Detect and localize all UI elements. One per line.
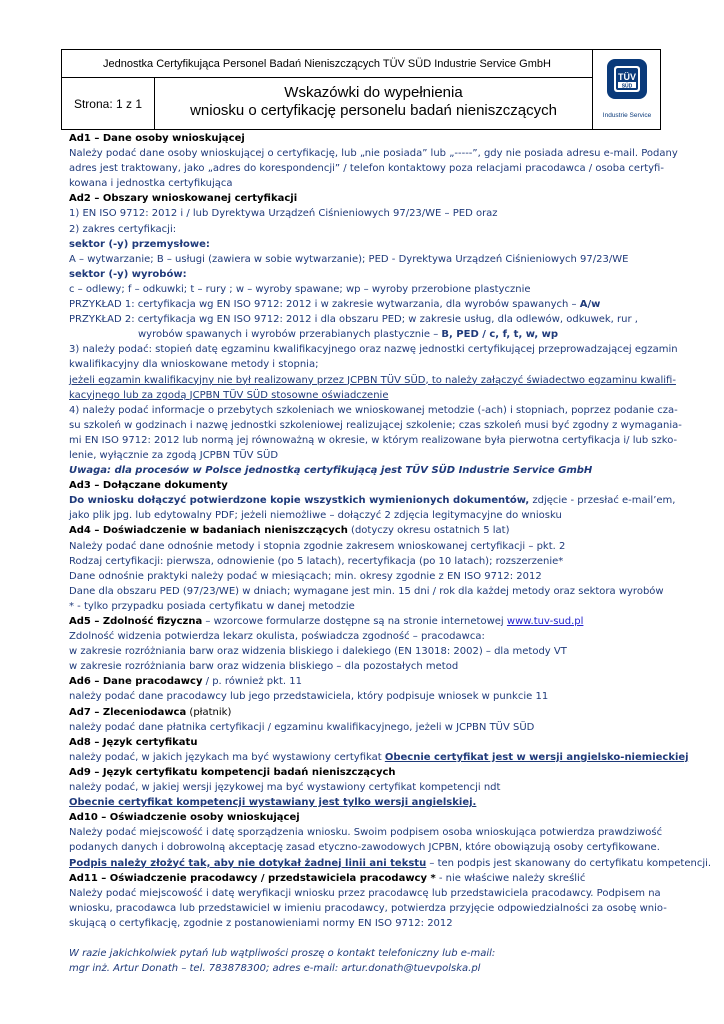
ad4-line-2: Rodzaj certyfikacji: pierwsza, odnowienie (po 5 latach), recertyfikacja (po 10 latach); rozszerzenie* <box>69 555 564 567</box>
ad11-line-2: wniosku, pracodawca lub przedstawiciel w imieniu pracodawcy, potwierdza przyjęcie odpowiedzialności za osobę wnio- <box>69 902 667 914</box>
ad2-example-1 <box>69 297 669 312</box>
section-title-ad3: Ad3 – Dołączane dokumenty <box>69 480 228 492</box>
ad2-point3-underlined-1: jeżeli egzamin kwalifikacyjny nie był realizowany przez JCPBN TÜV SÜD, to należy załączyć świadectwo egzaminu kwalifi- <box>69 374 676 386</box>
ad5-line-3: w zakresie rozróżniania barw oraz widzenia bliskiego – dla pozostałych metod <box>69 661 459 673</box>
ad2-example-2-cont-text: wyrobów spawanych i wyrobów przerabianych plastycznie – <box>138 329 439 341</box>
section-title-ad10: Ad10 – Oświadczenie osoby wnioskującej <box>69 812 300 824</box>
ad6-title-bold: Ad6 – Dane pracodawcy <box>69 676 203 688</box>
ad8-line-1-text: należy podać, w jakich językach ma być wystawiony certyfikat <box>69 751 385 763</box>
section-title-ad9: Ad9 – Język certyfikatu kompetencji badań nieniszczących <box>69 766 396 778</box>
ad7-title-bold: Ad7 – Zleceniodawca <box>69 706 187 718</box>
website-link[interactable]: www.tuv-sud.pl <box>506 616 584 627</box>
ad2-sector-products: sektor (-y) wyrobów: <box>69 268 187 280</box>
ad2-point4-line-1: 4) należy podać informacje o przebytych szkoleniach we wnioskowanej metodzie (-ach) i stopniach, poprzez podanie cza- <box>69 404 678 416</box>
ad4-line-3: Dane odnośnie praktyki należy podać w miesiącach; min. okresy zgodnie z EN ISO 9712: 2012 <box>69 570 542 582</box>
ad2-line-4: A – wytwarzanie; B – usługi (zawiera w sobie wytwarzanie); PED - Dyrektywa Urządzeń Ciśnieniowych 97/23/WE <box>69 253 629 265</box>
ad5-title-bold: Ad5 – Zdolność fizyczna <box>69 616 203 627</box>
section-title-ad1: Ad1 – Dane osoby wnioskującej <box>69 133 245 144</box>
ad7-line-1: należy podać dane płatnika certyfikacji / egzaminu kwalifikacyjnego, jeżeli w JCPBN TÜV SÜD <box>69 721 535 733</box>
ad3-line-1 <box>69 493 676 508</box>
ad8-line-1 <box>69 750 689 765</box>
instructions-body <box>69 131 712 976</box>
tuv-badge-icon <box>607 59 647 99</box>
ad9-line-1: należy podać, w jakiej wersji językowej ma być wystawiony certyfikat kompetencji ndt <box>69 782 501 794</box>
ad2-point3-underlined-2: kacyjnego lub za zgodą JCPBN TÜV SÜD stosowne oświadczenie <box>69 389 389 401</box>
contact-line-1: W razie jakichkolwiek pytań lub wątpliwości proszę o kontakt telefoniczny lub e-mail: <box>69 947 496 959</box>
title-line-2: wniosku o certyfikację personelu badań nieniszczących <box>190 102 557 119</box>
ad6-line-1: należy podać dane pracodawcy lub jego przedstawiciela, który podpisuje wniosek w punkcie 11 <box>69 691 549 703</box>
logo-text-sud: SÜD <box>621 83 633 90</box>
ad4-title-note: (dotyczy okresu ostatnich 5 lat) <box>347 525 510 537</box>
contact-line-2: mgr inż. Artur Donath – tel. 783878300; adres e-mail: artur.donath@tuevpolska.pl <box>69 963 481 975</box>
ad3-line-1-text: zdjęcie - przesłać e-mail’em, <box>529 495 676 507</box>
ad4-line-4: Dane dla obszaru PED (97/23/WE) w dniach; wymagane jest min. 15 dni / rok dla każdej metody oraz sektora wyrobów <box>69 585 664 597</box>
ad5-line-1: Zdolność widzenia potwierdza lekarz okulista, poświadcza zgodność – pracodawca: <box>69 631 485 643</box>
ad2-sector-industrial: sektor (-y) przemysłowe: <box>69 238 210 250</box>
title-line-1: Wskazówki do wypełnienia <box>284 84 463 101</box>
ad10-line-3 <box>69 856 712 871</box>
ad11-title-bold: Ad11 – Oświadczenie pracodawcy / przedstawiciela pracodawcy * <box>69 872 436 884</box>
ad1-line-1: Należy podać dane osoby wnioskującej o certyfikację, lub „nie posiada” lub „-----”, gdy nie posiada adresu e-mail. Podany <box>69 148 678 160</box>
ad10-line-2: podanych danych i dobrowolną akceptację zasad etyczno-zawodowych JCPBN, które obowiązują osoby certyfikowane. <box>69 842 660 854</box>
ad11-line-3: skującą o certyfikację, zgodnie z postanowieniami normy EN ISO 9712: 2012 <box>69 917 453 929</box>
document-header <box>61 49 661 130</box>
ad10-line-3-bold: Podpis należy złożyć tak, aby nie dotykał żadnej linii ani tekstu <box>69 857 427 869</box>
ad2-point4-line-3: mi EN ISO 9712: 2012 lub normą jej równoważną w okresie, w którym realizowane była pierwotna certyfikacja i/ lub szko- <box>69 434 678 446</box>
ad5-line-2: w zakresie rozróżniania barw oraz widzenia bliskiego i dalekiego (EN 13018: 2002) – dla metody VT <box>69 646 567 658</box>
ad2-point3-line-1: 3) należy podać: stopień datę egzaminu kwalifikacyjnego oraz nazwę jednostki certyfikującej przeprowadzającej egzamin <box>69 344 678 356</box>
ad3-line-2: jako plik jpg. lub edytowalny PDF; jeżeli niemożliwe – dołączyć 2 zdjęcia legitymacyjne do wniosku <box>69 510 562 522</box>
document-title <box>155 78 593 130</box>
ad2-example-2: PRZYKŁAD 2: certyfikacja wg EN ISO 9712: 2012 i dla obszaru PED; w zakresie usług, dla odlewów, odkuwek, rur , <box>69 314 638 326</box>
ad4-title-bold: Ad4 – Doświadczenie w badaniach nieniszczących <box>69 525 348 537</box>
ad2-point3-line-2: kwalifikacyjny dla wnioskowane metody i stopnia; <box>69 359 319 371</box>
ad2-point4-line-2: su szkoleń w godzinach i nazwę jednostki szkoleniowej realizującej szkolenie; czas szkoleń musi być zgodny z wymagania- <box>69 419 682 431</box>
ad8-line-1-bold: Obecnie certyfikat jest w wersji angielsko-niemieckiej <box>384 751 689 763</box>
spacer <box>69 931 669 946</box>
ad2-note: Uwaga: dla procesów w Polsce jednostką certyfikującą jest TÜV SÜD Industrie Service GmbH <box>69 465 593 477</box>
section-title-ad4 <box>69 523 669 538</box>
ad2-line-2: 2) zakres certyfikacji: <box>69 223 177 235</box>
ad11-line-1: Należy podać miejscowość i datę weryfikacji wniosku przez pracodawcę lub przedstawiciela pracodawcy. Podpisem na <box>69 887 661 899</box>
ad10-line-3-text: – ten podpis jest skanowany do certyfikatu kompetencji. <box>426 857 712 869</box>
section-title-ad6 <box>69 674 669 689</box>
ad9-line-2: Obecnie certyfikat kompetencji wystawiany jest tylko wersji angielskiej. <box>69 797 477 809</box>
ad2-point4-line-4: lenie, wyłącznie za zgodą JCPBN TÜV SÜD <box>69 449 279 461</box>
tuv-sud-logo <box>593 50 661 130</box>
ad1-line-2: adres jest traktowany, jako „adres do korespondencji” / telefon kontaktowy poza relacjami pracodawca / osoba certyfi- <box>69 163 664 175</box>
ad2-example-1-code: A/w <box>579 299 601 311</box>
ad2-example-2-cont <box>69 327 669 342</box>
ad1-line-3: kowana i jednostka certyfikująca <box>69 178 233 190</box>
section-title-ad5 <box>69 614 669 629</box>
ad2-example-1-text: PRZYKŁAD 1: certyfikacja wg EN ISO 9712: 2012 i w zakresie wytwarzania, dla wyrobów spawanych – <box>69 299 577 311</box>
logo-caption: Industrie Service <box>602 112 652 119</box>
logo-text-tuv: TÜV <box>618 72 636 82</box>
ad4-line-1: Należy podać dane odnośnie metody i stopnia zgodnie zakresem wnioskowanej certyfikacji – pkt. 2 <box>69 540 566 552</box>
ad11-title-note: - nie właściwe należy skreślić <box>435 872 586 884</box>
section-title-ad8: Ad8 – Język certyfikatu <box>69 736 198 748</box>
ad3-line-1-bold: Do wniosku dołączyć potwierdzone kopie wszystkich wymienionych dokumentów, <box>69 495 530 507</box>
ad5-title-note: – wzorcowe formularze dostępne są na stronie internetowej <box>202 616 507 627</box>
section-title-ad2: Ad2 – Obszary wnioskowanej certyfikacji <box>69 193 298 205</box>
ad2-example-2-code: B, PED / c, f, t, w, wp <box>441 329 558 341</box>
ad2-line-1: 1) EN ISO 9712: 2012 i / lub Dyrektywa Urządzeń Ciśnieniowych 97/23/WE – PED oraz <box>69 208 498 220</box>
ad2-line-6: c – odlewy; f – odkuwki; t – rury ; w – wyroby spawane; wp – wyroby przerobione plastycznie <box>69 283 531 295</box>
ad7-title-note: (płatnik) <box>186 706 232 718</box>
organization-name: Jednostka Certyfikująca Personel Badań Nieniszczących TÜV SÜD Industrie Service GmbH <box>62 50 593 78</box>
page-number: Strona: 1 z 1 <box>62 78 155 130</box>
ad4-line-5: * - tylko przypadku posiada certyfikatu w danej metodzie <box>69 600 355 612</box>
section-title-ad7 <box>69 705 669 720</box>
ad6-title-note: / p. również pkt. 11 <box>202 676 302 688</box>
ad10-line-1: Należy podać miejscowość i datę sporządzenia wniosku. Swoim podpisem osoba wnioskująca potwierdza prawdziwość <box>69 827 663 839</box>
section-title-ad11 <box>69 871 669 886</box>
